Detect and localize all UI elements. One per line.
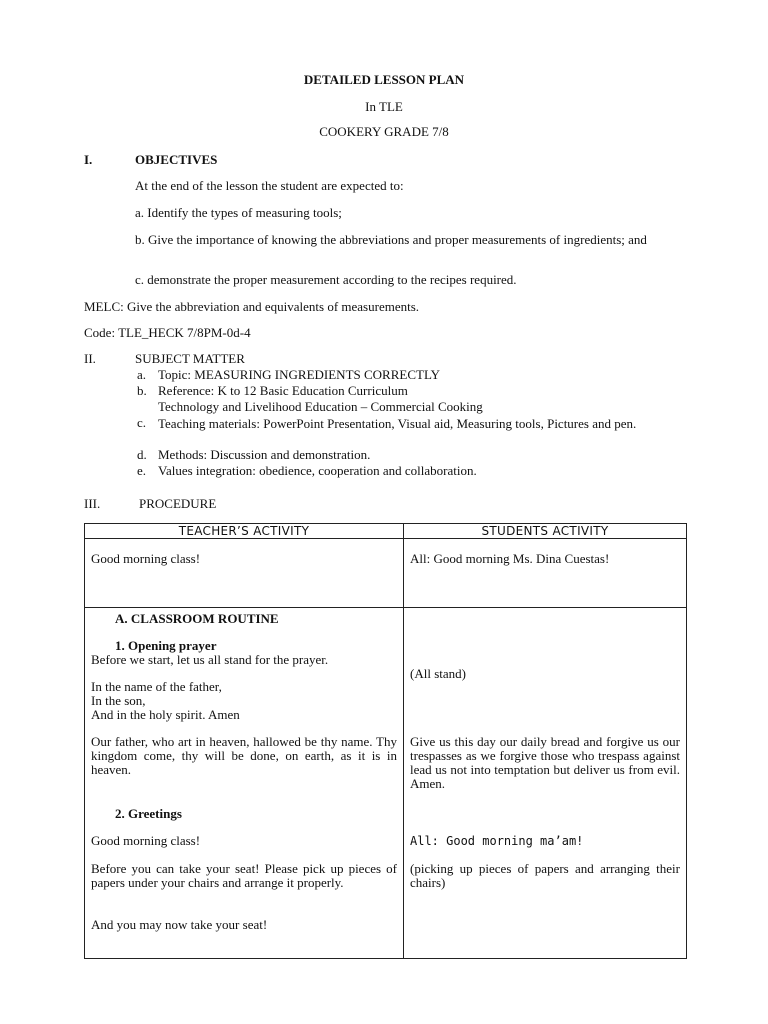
pickup-teacher-text: Before you can take your seat! Please pick up pieces of papers under your chairs and arrange it properly. (91, 861, 397, 890)
routine-heading: A. CLASSROOM ROUTINE (115, 611, 279, 626)
student-stand-text: (All stand) (410, 666, 466, 681)
subject-item-text: Technology and Livelihood Education – Commercial Cooking (158, 399, 483, 414)
column-header-students: STUDENTS ACTIVITY (404, 524, 687, 539)
subject-item-letter: c. (137, 415, 147, 430)
student-routine-cell (404, 608, 687, 959)
document-subject: In TLE (365, 99, 403, 114)
subject-item-letter: e. (137, 463, 147, 478)
table-header-row (85, 524, 687, 539)
prayer-line: And in the holy spirit. Amen (91, 707, 240, 722)
objective-item-b-text: b. Give the importance of knowing the abbreviations and proper measurements of ingredients; and (135, 232, 647, 247)
objectives-intro: At the end of the lesson the student are expected to: (135, 178, 404, 193)
table-row (85, 539, 687, 608)
seat-teacher-text: And you may now take your seat! (91, 917, 268, 932)
subject-item-text: Reference: K to 12 Basic Education Curriculum (158, 383, 408, 398)
column-header-teacher: TEACHER’S ACTIVITY (85, 524, 404, 539)
objective-item-a: a. Identify the types of measuring tools; (135, 205, 342, 220)
table-row (85, 608, 687, 959)
greet-student-text: All: Good morning ma’am! (410, 834, 584, 848)
document-title: DETAILED LESSON PLAN (303, 72, 465, 87)
section-numeral-objectives: I. (84, 152, 93, 167)
subject-item-letter: b. (137, 383, 147, 398)
our-father-text: Our father, who art in heaven, hallowed be thy name. Thy kingdom come, thy will be done, on earth, as it is in heaven. (91, 734, 397, 777)
prayer-line: In the son, (91, 693, 146, 708)
greet-teacher-text: Good morning class! (91, 833, 201, 848)
procedure-table (84, 523, 687, 959)
teacher-routine-cell (85, 608, 404, 959)
subject-item-text: Values integration: obedience, cooperation and collaboration. (158, 463, 477, 478)
code-line: Code: TLE_HECK 7/8PM-0d-4 (84, 325, 251, 340)
prayer-heading: 1. Opening prayer (115, 638, 217, 653)
objective-item-c: c. demonstrate the proper measurement according to the recipes required. (135, 272, 517, 287)
teacher-greeting-cell: Good morning class! (85, 539, 404, 608)
subject-item-letter: a. (137, 367, 147, 382)
section-numeral-procedure: III. (84, 496, 101, 511)
section-numeral-subject-matter: II. (84, 351, 96, 366)
section-heading-subject-matter: SUBJECT MATTER (135, 351, 245, 366)
student-prayer-text: Give us this day our daily bread and forgive us our trespasses as we forgive those who trespass against lead us not into temptation but deliver us from evil. Amen. (410, 734, 680, 791)
prayer-line: In the name of the father, (91, 679, 222, 694)
section-heading-procedure: PROCEDURE (139, 496, 217, 511)
document-grade: COOKERY GRADE 7/8 (319, 124, 449, 139)
subject-item-text: Methods: Discussion and demonstration. (158, 447, 371, 462)
objective-item-b (135, 232, 677, 247)
pickup-student-text: (picking up pieces of papers and arranging their chairs) (410, 861, 680, 890)
student-greeting-cell: All: Good morning Ms. Dina Cuestas! (404, 539, 687, 608)
section-heading-objectives: OBJECTIVES (135, 152, 218, 167)
prayer-intro: Before we start, let us all stand for the prayer. (91, 652, 329, 667)
subject-item-text: Topic: MEASURING INGREDIENTS CORRECTLY (158, 367, 440, 382)
greetings-heading: 2. Greetings (115, 806, 182, 821)
subject-item-letter: d. (137, 447, 147, 462)
subject-item-text: Teaching materials: PowerPoint Presentation, Visual aid, Measuring tools, Pictures and pen. (158, 416, 637, 431)
melc-line: MELC: Give the abbreviation and equivalents of measurements. (84, 299, 420, 314)
